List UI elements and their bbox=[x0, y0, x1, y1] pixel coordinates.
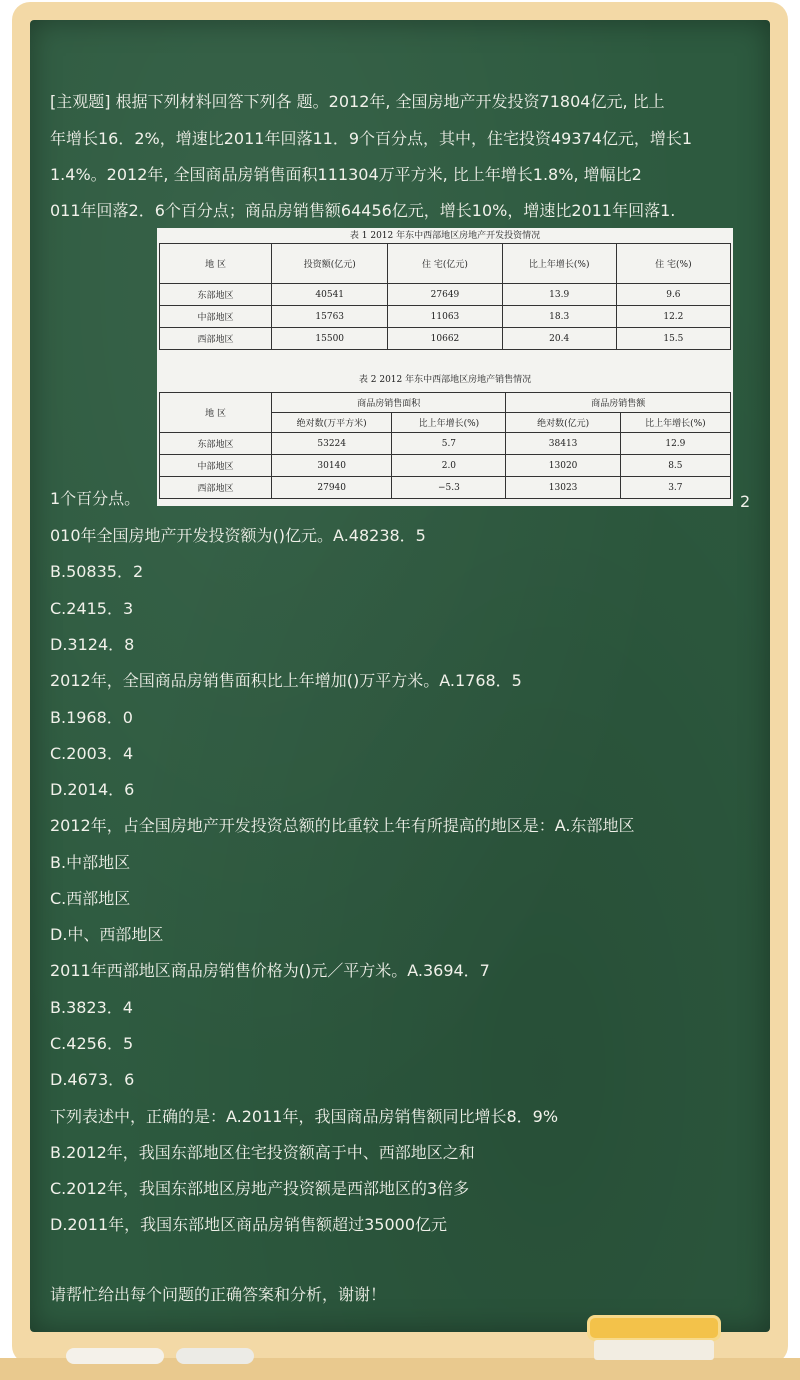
table2-subheader: 比上年增长(%) bbox=[392, 413, 506, 433]
option-line: B.中部地区 bbox=[50, 853, 131, 872]
table1-cell: 11063 bbox=[388, 306, 502, 328]
chalk-stick bbox=[176, 1348, 254, 1364]
table1-cell: 27649 bbox=[388, 284, 502, 306]
table1-cell: 西部地区 bbox=[160, 328, 272, 350]
table2-cell: 中部地区 bbox=[160, 455, 272, 477]
table1-header: 地 区 bbox=[160, 244, 272, 284]
table1-header: 住 宅(亿元) bbox=[388, 244, 502, 284]
option-line: C.2415．3 bbox=[50, 599, 134, 618]
table2-subheader: 绝对数(亿元) bbox=[506, 413, 620, 433]
table2-cell: 53224 bbox=[272, 433, 392, 455]
intro-line-tail: 2 bbox=[740, 492, 751, 511]
table1-header: 比上年增长(%) bbox=[502, 244, 616, 284]
intro-line: 1.4%。2012年, 全国商品房销售面积111304万平方米, 比上年增长1.8%, 增幅比2 bbox=[50, 165, 642, 184]
table1-cell: 10662 bbox=[388, 328, 502, 350]
option-line: B.50835．2 bbox=[50, 562, 144, 581]
table1-cell: 13.9 bbox=[502, 284, 616, 306]
intro-line: [主观题] 根据下列材料回答下列各 题。2012年, 全国房地产开发投资71804亿元, 比上 bbox=[50, 92, 665, 111]
option-line: D.2011年，我国东部地区商品房销售额超过35000亿元 bbox=[50, 1215, 448, 1234]
table1-cell: 40541 bbox=[272, 284, 388, 306]
table2-caption: 表 2 2012 年东中西部地区房地产销售情况 bbox=[358, 375, 532, 385]
option-line: B.2012年，我国东部地区住宅投资额高于中、西部地区之和 bbox=[50, 1143, 475, 1162]
table1-cell: 15.5 bbox=[616, 328, 730, 350]
table2-cell: 30140 bbox=[272, 455, 392, 477]
table1-header: 住 宅(%) bbox=[616, 244, 730, 284]
question-line: 010年全国房地产开发投资额为()亿元。A.48238．5 bbox=[50, 526, 426, 545]
table1-header: 投资额(亿元) bbox=[272, 244, 388, 284]
table2-cell: 3.7 bbox=[620, 477, 730, 499]
table2-cell: 东部地区 bbox=[160, 433, 272, 455]
option-line: B.3823．4 bbox=[50, 998, 133, 1017]
table2-cell: 5.7 bbox=[392, 433, 506, 455]
table1-cell: 18.3 bbox=[502, 306, 616, 328]
table1-cell: 12.2 bbox=[616, 306, 730, 328]
table2 bbox=[159, 392, 731, 499]
option-line: D.2014．6 bbox=[50, 780, 135, 799]
intro-line: 年增长16．2%，增速比2011年回落11．9个百分点，其中，住宅投资49374亿元，增长1 bbox=[50, 129, 693, 148]
table2-cell: 27940 bbox=[272, 477, 392, 499]
chalk-stick bbox=[66, 1348, 164, 1364]
table2-cell: 8.5 bbox=[620, 455, 730, 477]
table2-header: 地 区 bbox=[160, 393, 272, 433]
option-line: B.1968．0 bbox=[50, 708, 133, 727]
question-line: 下列表述中，正确的是：A.2011年，我国商品房销售额同比增长8．9% bbox=[50, 1107, 559, 1126]
table1-cell: 15763 bbox=[272, 306, 388, 328]
table2-cell: 西部地区 bbox=[160, 477, 272, 499]
table1-cell: 中部地区 bbox=[160, 306, 272, 328]
table2-subheader: 比上年增长(%) bbox=[620, 413, 730, 433]
option-line: C.4256．5 bbox=[50, 1034, 134, 1053]
table2-group-header: 商品房销售额 bbox=[506, 393, 731, 413]
option-line: C.西部地区 bbox=[50, 889, 131, 908]
data-tables-image bbox=[157, 228, 733, 506]
table2-cell: 38413 bbox=[506, 433, 620, 455]
intro-line: 011年回落2．6个百分点；商品房销售额64456亿元，增长10%，增速比2011年回落1. bbox=[50, 201, 676, 220]
table2-subheader: 绝对数(万平方米) bbox=[272, 413, 392, 433]
option-line: C.2012年，我国东部地区房地产投资额是西部地区的3倍多 bbox=[50, 1179, 470, 1198]
eraser bbox=[590, 1318, 718, 1338]
table2-cell: 13020 bbox=[506, 455, 620, 477]
table1-cell: 20.4 bbox=[502, 328, 616, 350]
table2-cell: 13023 bbox=[506, 477, 620, 499]
option-line: C.2003．4 bbox=[50, 744, 134, 763]
table2-cell: 2.0 bbox=[392, 455, 506, 477]
closing-text: 请帮忙给出每个问题的正确答案和分析，谢谢！ bbox=[50, 1285, 387, 1304]
eraser-base bbox=[594, 1340, 714, 1360]
option-line: D.中、西部地区 bbox=[50, 925, 164, 944]
table1-cell: 9.6 bbox=[616, 284, 730, 306]
table2-cell: −5.3 bbox=[392, 477, 506, 499]
intro-line: 1个百分点。 bbox=[50, 489, 141, 508]
question-line: 2012年，占全国房地产开发投资总额的比重较上年有所提高的地区是：A.东部地区 bbox=[50, 816, 635, 835]
option-line: D.4673．6 bbox=[50, 1070, 135, 1089]
option-line: D.3124．8 bbox=[50, 635, 135, 654]
table1 bbox=[159, 243, 731, 350]
table2-cell: 12.9 bbox=[620, 433, 730, 455]
table1-cell: 15500 bbox=[272, 328, 388, 350]
question-line: 2012年，全国商品房销售面积比上年增加()万平方米。A.1768．5 bbox=[50, 671, 522, 690]
table1-cell: 东部地区 bbox=[160, 284, 272, 306]
table1-caption: 表 1 2012 年东中西部地区房地产开发投资情况 bbox=[349, 231, 541, 241]
table2-group-header: 商品房销售面积 bbox=[272, 393, 506, 413]
question-line: 2011年西部地区商品房销售价格为()元／平方米。A.3694．7 bbox=[50, 961, 490, 980]
